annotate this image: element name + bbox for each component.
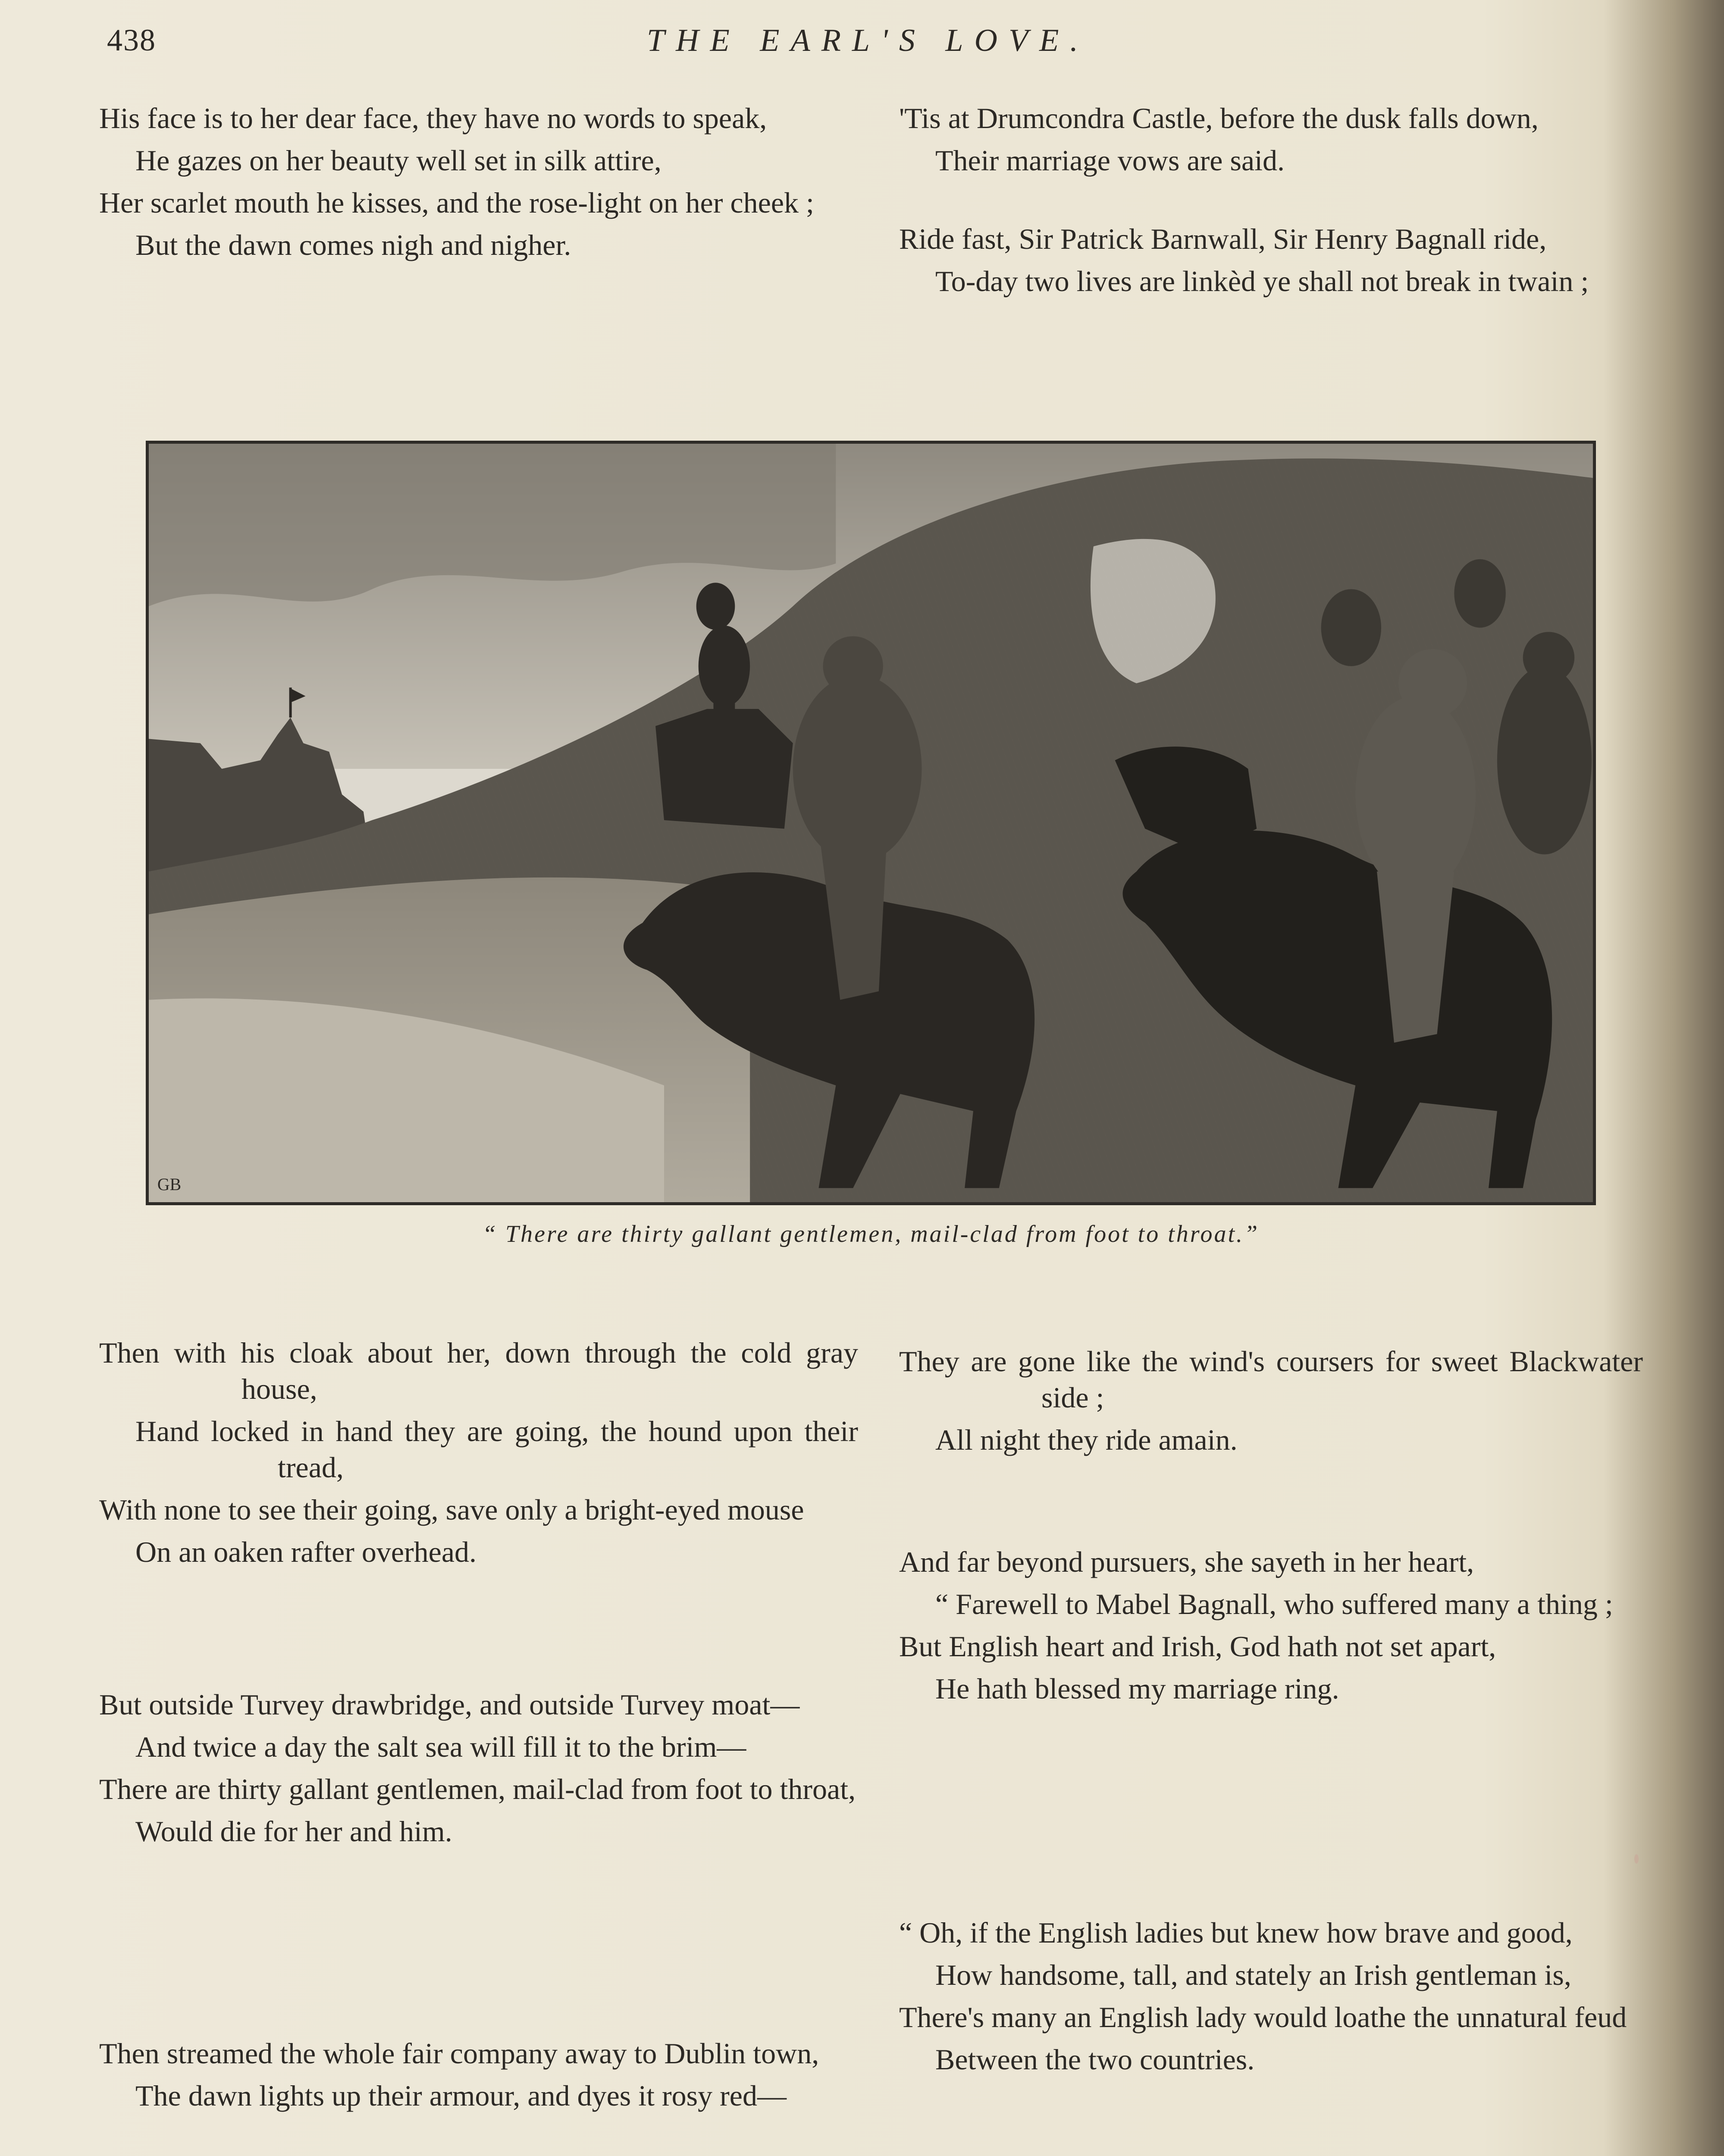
stanza xyxy=(99,1686,858,1855)
verse-line: Then streamed the whole fair company away to Dublin town, xyxy=(99,2037,819,2070)
verse-line: “ Farewell to Mabel Bagnall, who suffered many a thing ; xyxy=(935,1588,1613,1620)
verse-line: Between the two countries. xyxy=(935,2043,1255,2076)
verse-line: And far beyond pursuers, she sayeth in her heart, xyxy=(899,1545,1474,1578)
stanza xyxy=(99,2035,858,2120)
stanza xyxy=(899,1343,1643,1464)
verse-line: His face is to her dear face, they have no words to speak, xyxy=(99,102,767,135)
verse-line: They are gone like the wind's coursers for sweet Blackwater side ; xyxy=(899,1345,1643,1414)
verse-line: And twice a day the salt sea will fill it to the brim— xyxy=(135,1730,746,1763)
verse-line: He hath blessed my marriage ring. xyxy=(935,1672,1339,1705)
verse-line: The dawn lights up their armour, and dyes it rosy red— xyxy=(135,2079,787,2112)
verse-line: “ Oh, if the English ladies but knew how brave and good, xyxy=(899,1916,1573,1949)
stanza xyxy=(99,100,858,269)
verse-line: There's many an English lady would loathe the unnatural feud xyxy=(899,2001,1627,2034)
page-number: 438 xyxy=(107,23,156,57)
stanza xyxy=(899,221,1643,305)
verse-line: All night they ride amain. xyxy=(935,1423,1238,1456)
verse-line: Would die for her and him. xyxy=(135,1815,452,1848)
paper-blemish xyxy=(1634,1854,1639,1864)
verse-line: Ride fast, Sir Patrick Barnwall, Sir Henry Bagnall ride, xyxy=(899,222,1547,255)
verse-line: But English heart and Irish, God hath not set apart, xyxy=(899,1630,1496,1663)
verse-line: How handsome, tall, and stately an Irish gentleman is, xyxy=(935,1959,1571,1991)
artist-signature: GB xyxy=(157,1175,182,1194)
verse-line: He gazes on her beauty well set in silk attire, xyxy=(135,144,661,177)
verse-line: Then with his cloak about her, down through the cold gray house, xyxy=(99,1336,858,1405)
verse-line: With none to see their going, save only a bright-eyed mouse xyxy=(99,1493,804,1526)
verse-line: Their marriage vows are said. xyxy=(935,144,1285,177)
stanza xyxy=(99,1335,858,1576)
verse-line: There are thirty gallant gentlemen, mail-clad from foot to throat, xyxy=(99,1773,856,1805)
verse-line: But the dawn comes nigh and nigher. xyxy=(135,229,571,261)
stanza xyxy=(899,100,1643,185)
stanza xyxy=(899,1544,1643,1713)
illustration-caption: “ There are thirty gallant gentlemen, mail-clad from foot to throat.” xyxy=(482,1221,1260,1247)
verse-line: To-day two lives are linkèd ye shall not break in twain ; xyxy=(935,265,1589,298)
verse-line: Her scarlet mouth he kisses, and the rose-light on her cheek ; xyxy=(99,186,814,219)
verse-line: Hand locked in hand they are going, the hound upon their tread, xyxy=(135,1415,858,1484)
verse-line: 'Tis at Drumcondra Castle, before the dusk falls down, xyxy=(899,102,1539,135)
verse-line: On an oaken rafter overhead. xyxy=(135,1536,477,1568)
illustration xyxy=(146,441,1596,1205)
stanza xyxy=(899,1915,1643,2084)
horsemen-engraving xyxy=(149,444,1593,1202)
verse-line: But outside Turvey drawbridge, and outside Turvey moat— xyxy=(99,1688,800,1721)
running-title: THE EARL'S LOVE. xyxy=(647,23,1089,58)
